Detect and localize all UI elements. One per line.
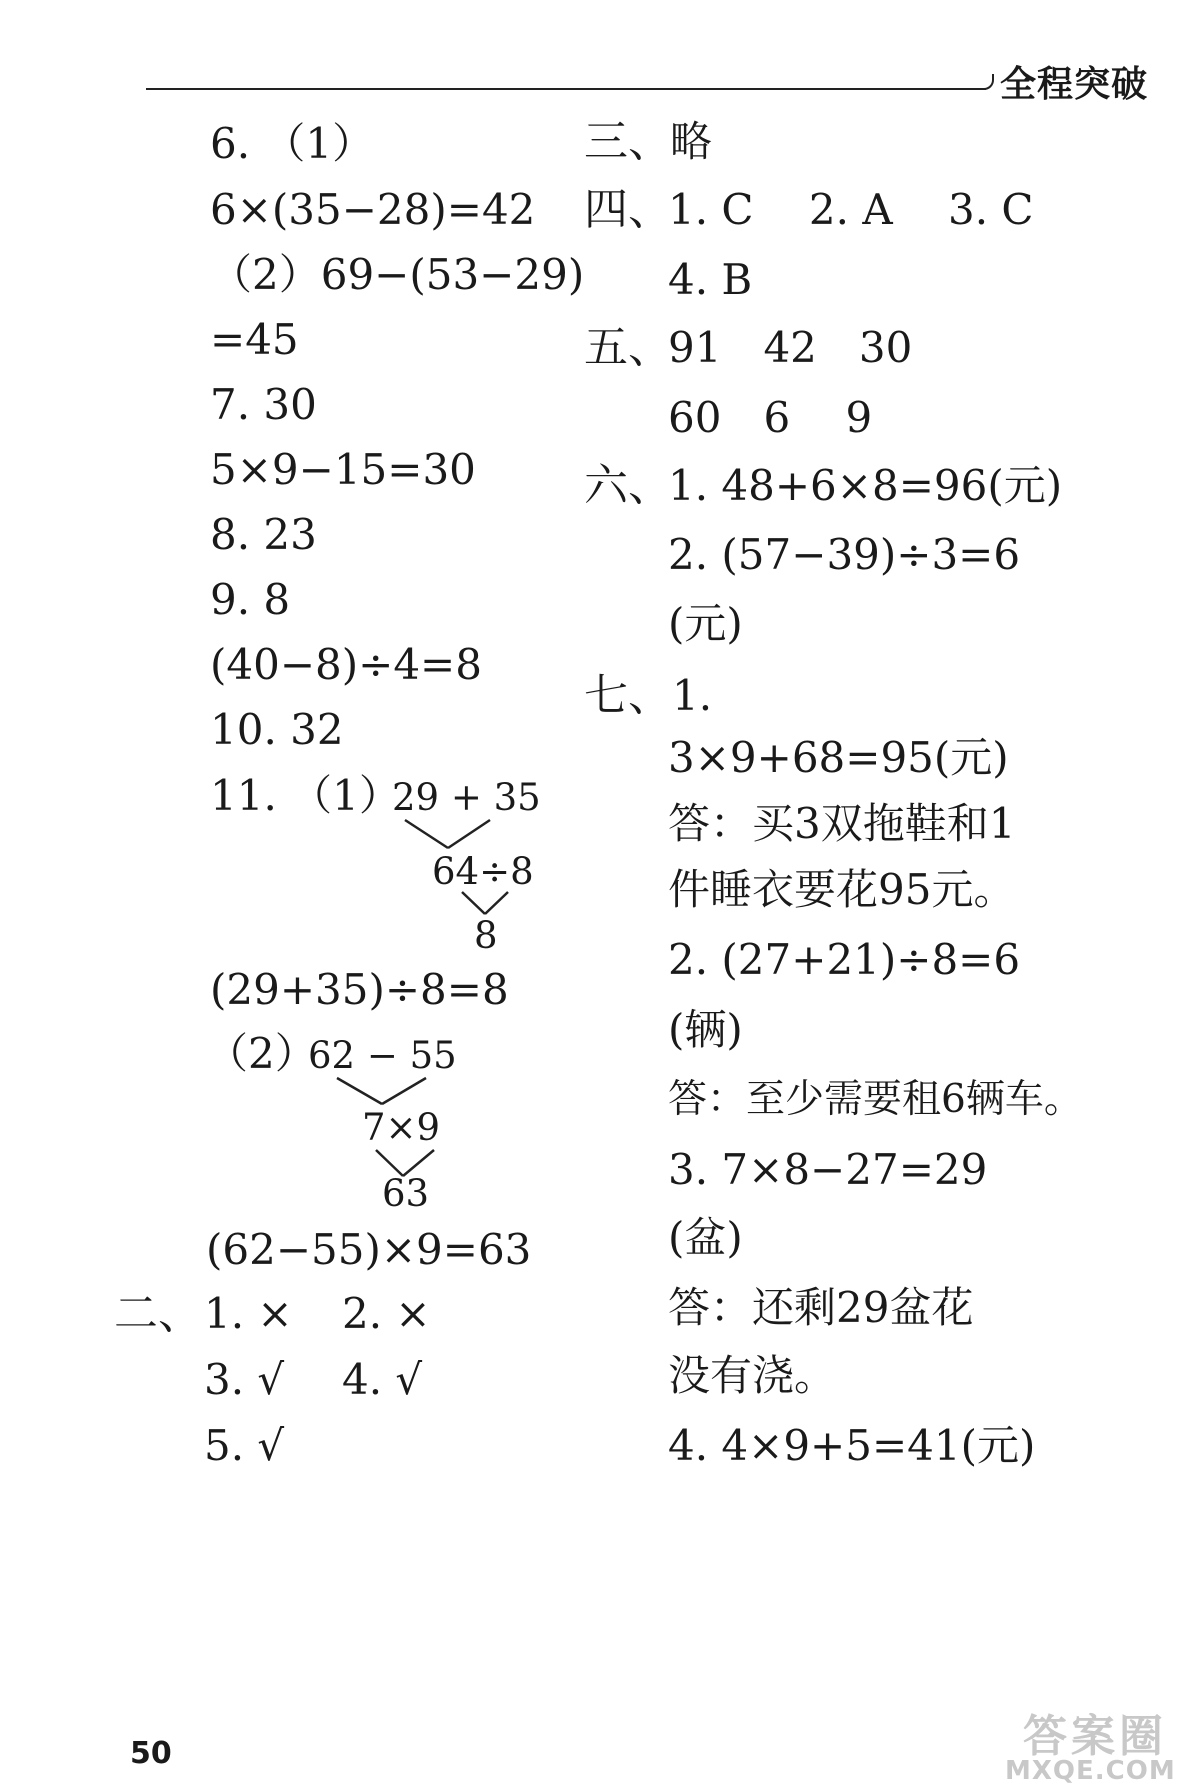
section-6-label: 六、 [584,460,672,511]
section-7-label: 七、 [584,670,672,721]
section-7-line-12: 4. 4×9+5=41(元) [668,1421,1036,1470]
section-7-line-9: (盆) [668,1213,743,1262]
section-5-line-1: 91 42 30 [668,323,913,372]
answer-6-heading: 6. （1） [210,119,375,168]
section-4-line-2: 4. B [668,255,753,304]
section-5-label: 五、 [584,322,672,373]
section-2-item-1: 1. × [204,1289,293,1338]
section-2-item-2: 2. × [342,1289,431,1338]
answer-6-2-result: =45 [210,315,299,364]
tree1-bottom: 8 [474,914,498,957]
section-7-line-11: 没有浇。 [668,1351,837,1400]
tree1-top: 29 + 35 [392,776,541,819]
answer-11-heading: 11. （1） [210,771,401,820]
answer-7-heading: 7. 30 [210,380,317,429]
section-2-item-4: 4. √ [342,1355,423,1404]
tree2-bottom: 63 [382,1172,430,1215]
tree1-equation: (29+35)÷8=8 [210,965,509,1014]
answer-9-heading: 9. 8 [210,575,291,624]
section-7-line-2: 3×9+68=95(元) [668,733,1009,782]
section-7-line-8: 3. 7×8−27=29 [668,1145,988,1194]
tree2-label: （2） [206,1029,317,1078]
section-7-line-3: 答：买3双拖鞋和1 [668,799,1016,848]
answer-9-equation: (40−8)÷4=8 [210,640,482,689]
section-7-line-1: 1. [672,671,713,720]
section-3-text: 略 [670,117,713,166]
section-7-line-10: 答：还剩29盆花 [668,1283,974,1332]
watermark-logo [1005,1700,1175,1788]
section-7-line-5: 2. (27+21)÷8=6 [668,935,1021,984]
section-2-item-5: 5. √ [204,1421,285,1470]
section-7-line-6: (辆) [668,1005,743,1054]
section-5-line-2: 60 6 9 [668,393,873,442]
watermark-text-url: MXQE.COM [1005,1756,1176,1786]
section-6-line-2: 2. (57−39)÷3=6 [668,530,1021,579]
section-2-label: 二、 [114,1288,202,1339]
answer-7-equation: 5×9−15=30 [210,445,476,494]
section-4-label: 四、 [584,184,672,235]
section-4-line-1: 1. C 2. A 3. C [668,185,1034,234]
section-7-line-4: 件睡衣要花95元。 [668,865,1016,914]
tree2-equation: (62−55)×9=63 [206,1225,532,1274]
watermark-text-main: 答案圈 [1023,1711,1167,1762]
section-2-item-3: 3. √ [204,1355,285,1404]
section-6-line-3: (元) [668,599,743,648]
answer-10-heading: 10. 32 [210,705,344,754]
tree2-top: 62 − 55 [308,1034,457,1077]
tree2-middle: 7×9 [362,1106,441,1149]
page-number: 50 [130,1736,172,1771]
section-7-line-7: 答：至少需要租6辆车。 [668,1077,1083,1122]
section-3-label: 三、 [584,116,672,167]
answer-6-2-equation: （2）69−(53−29) [210,250,585,299]
answer-8-heading: 8. 23 [210,510,317,559]
section-6-line-1: 1. 48+6×8=96(元) [668,461,1063,510]
tree1-middle: 64÷8 [432,850,534,893]
header-title: 全程突破 [1000,64,1149,105]
answer-6-1-equation: 6×(35−28)=42 [210,185,536,234]
